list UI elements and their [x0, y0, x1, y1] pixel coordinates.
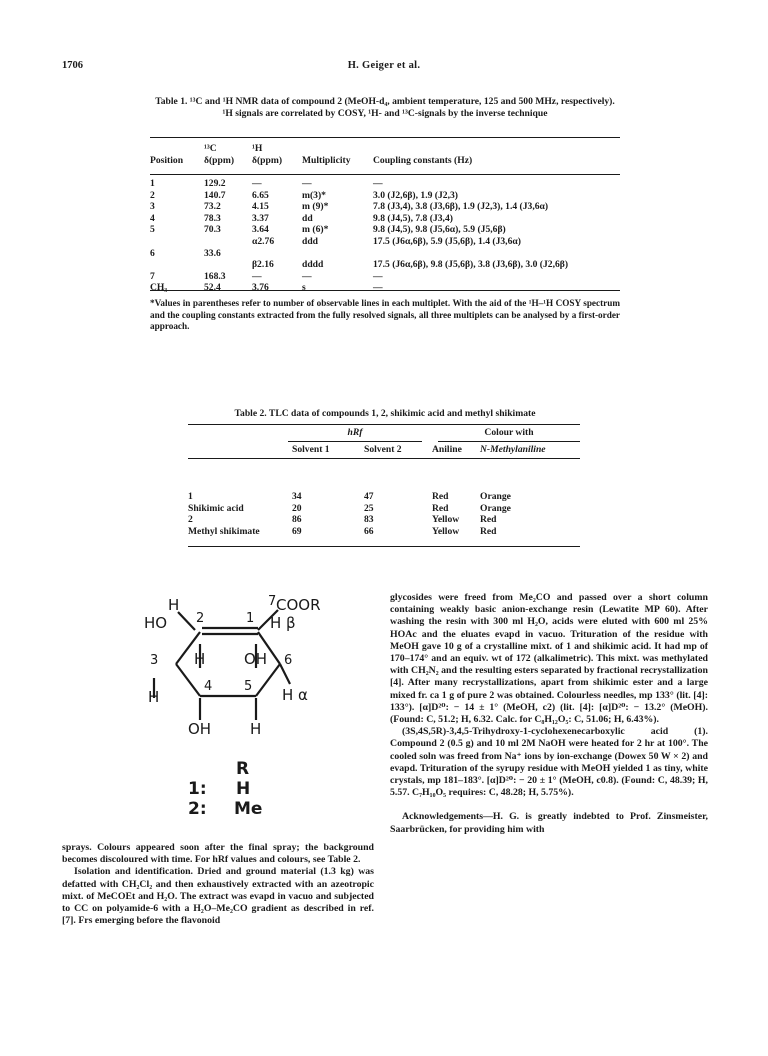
table1-cell: 7.8 (J3,4), 3.8 (J3,6β), 1.9 (J2,3), 1.4 (J3,6α): [373, 201, 549, 213]
table1-cell: 33.6: [204, 247, 221, 259]
table1-row: [150, 236, 620, 248]
right-column: [390, 592, 708, 836]
table1-cell: 78.3: [204, 212, 221, 224]
table1-cell: [150, 236, 204, 248]
label-c2: 2:: [188, 799, 207, 819]
table1-row: [150, 213, 620, 225]
table1-row: [150, 282, 620, 294]
table2-cell: 20: [292, 502, 302, 514]
shikimate-structure: [140, 592, 380, 832]
table1-cell: m (9)*: [302, 201, 329, 213]
table1-cell: [204, 259, 252, 271]
label-r-head: R: [236, 759, 250, 779]
table1-footnote: *Values in parentheses refer to number of observable lines in each multiplet. With the aid of the ¹H–¹H COSY spectrum and the coupling constants extracted from the fully resolved signals, all three multiplets can be analysed by a first-order approach.: [150, 298, 620, 331]
table1-cell: 17.5 (J6α,6β), 9.8 (J5,6β), 3.8 (J3,6β), 3.0 (J2,6β): [373, 259, 569, 271]
label-n2: 2: [196, 611, 205, 626]
table1-head-cell: δ(ppm): [252, 154, 283, 166]
table2-cell: Red: [432, 502, 449, 514]
table2-row: [188, 491, 580, 503]
table1-cell: 52.4: [204, 282, 221, 294]
table1-caption: Table 1. ¹³C and ¹H NMR data of compound 2 (MeOH-d₄, ambient temperature, 125 and 500 MHz, respectively). ¹H signals are correlated by COSY, ¹H- and ¹³C-signals by the inverse technique: [155, 96, 615, 119]
table2-cell: Orange: [480, 491, 511, 502]
label-ho: HO: [144, 614, 168, 632]
table1-head-top-cell: ¹H: [252, 143, 263, 154]
table1-cell: [252, 248, 302, 260]
table1-cell: 3.37: [252, 212, 269, 224]
table1-cell: 4: [150, 212, 155, 224]
table1-cell: [204, 236, 252, 248]
table1-head-top-cell: [150, 143, 204, 155]
table2-group-hrf: hRf: [347, 427, 363, 438]
table2-head-cell: N-Methylaniline: [480, 444, 546, 455]
label-h-alpha: H α: [282, 686, 308, 704]
table2-cell: 86: [292, 514, 302, 526]
table2-cell: 2: [188, 514, 193, 526]
table1-cell: [373, 248, 620, 260]
left-column: [62, 842, 374, 927]
table2-head-cell: Solvent 1: [292, 444, 330, 455]
table2-cell: 83: [364, 514, 374, 526]
table1-cell: 6: [150, 247, 155, 259]
label-h5: H: [250, 720, 262, 738]
table2-cell: Orange: [480, 502, 511, 514]
label-n3: 3: [150, 653, 159, 668]
right-paragraph: Acknowledgements—H. G. is greatly indebted to Prof. Zinsmeister, Saarbrücken, for providing him with: [390, 811, 708, 835]
table1-head-cell: δ(ppm): [204, 154, 235, 166]
running-title: H. Geiger et al.: [347, 60, 421, 71]
table2-cell: Red: [432, 491, 449, 502]
table1-cell: 1: [150, 178, 155, 189]
table1-cell: 9.8 (J4,5), 9.8 (J5,6α), 5.9 (J5,6β): [373, 224, 506, 236]
table2-head-cell: Solvent 2: [364, 444, 402, 455]
table1-row: [150, 224, 620, 236]
table2-body: [188, 491, 580, 537]
table1-row: [150, 201, 620, 213]
table1-cell: m(3)*: [302, 189, 326, 201]
table2-cell: Red: [480, 514, 497, 526]
table2-cell: Methyl shikimate: [188, 525, 260, 537]
table1-header: [150, 143, 620, 166]
table1-cell: ddd: [302, 235, 319, 247]
table2-cell: 34: [292, 491, 302, 502]
table1-cell: 70.3: [204, 224, 221, 236]
page-number: 1706: [62, 60, 83, 71]
table1-head-rule: [150, 174, 620, 175]
table1-cell: [302, 248, 373, 260]
label-n4: 4: [204, 679, 213, 694]
table1-cell: 7: [150, 270, 155, 282]
table1-cell: 168.3: [204, 270, 226, 282]
label-n6: 6: [284, 653, 293, 668]
table2-top-rule: [188, 424, 580, 425]
table2-caption: Table 2. TLC data of compounds 1, 2, shikimic acid and methyl shikimate: [234, 408, 536, 419]
table2-cell: Red: [480, 525, 497, 537]
table1-cell: α2.76: [252, 235, 275, 247]
table1-cell: CH₃: [150, 282, 168, 294]
table1-head-cell: Coupling constants (Hz): [373, 154, 473, 166]
label-n1: 1: [246, 611, 255, 626]
table2-row: [188, 526, 580, 538]
table1-cell: 129.2: [204, 178, 226, 189]
label-h-top: H: [168, 596, 180, 614]
table1-top-rule: [150, 137, 620, 138]
table2-head-cell: [188, 444, 292, 456]
table1-cell: —: [373, 282, 383, 294]
label-h-beta: H β: [270, 614, 296, 632]
left-paragraph: sprays. Colours appeared soon after the final spray; the background becomes discoloured with time. For hRf values and colours, see Table 2.: [62, 842, 374, 866]
table1-cell: 140.7: [204, 189, 226, 201]
table1-row: [150, 259, 620, 271]
table1-cell: β2.16: [252, 259, 274, 271]
table1-cell: [150, 259, 204, 271]
label-oh4: OH: [188, 720, 212, 738]
table1-head-row: [150, 155, 620, 167]
table1-cell: —: [373, 270, 383, 282]
table2-cell: 47: [364, 491, 374, 502]
table1-cell: dd: [302, 212, 313, 224]
table1-cell: —: [373, 178, 383, 189]
table1-cell: 4.15: [252, 201, 269, 213]
table2-bottom-rule: [188, 546, 580, 547]
table1-cell: 5: [150, 224, 155, 236]
table1-cell: s: [302, 282, 306, 294]
table1-head-top-cell: ¹³C: [204, 143, 217, 154]
table2-head-row: [188, 444, 580, 456]
table1-cell: 3.76: [252, 282, 269, 294]
table1-cell: 2: [150, 189, 155, 201]
table1-cell: —: [252, 270, 262, 282]
label-c1: 1:: [188, 779, 207, 799]
label-h3: H: [194, 650, 206, 668]
table1-row: [150, 248, 620, 260]
table2-row: [188, 503, 580, 515]
table1-row: [150, 271, 620, 283]
table1-row: [150, 178, 620, 190]
table2-cell: 25: [364, 502, 374, 514]
table2-cell: 1: [188, 491, 193, 502]
table1-row: [150, 190, 620, 202]
bond-c3-c4: [176, 664, 200, 696]
label-c1-r: H: [236, 779, 251, 799]
table2-cell: Yellow: [432, 514, 460, 526]
table1-cell: dddd: [302, 259, 324, 271]
table2-cell: Shikimic acid: [188, 502, 244, 514]
table1-cell: 9.8 (J4,5), 7.8 (J3,4): [373, 212, 453, 224]
table1-cell: —: [252, 178, 262, 189]
table1-cell: 6.65: [252, 189, 269, 201]
table1-cell: 3.64: [252, 224, 269, 236]
table2-group-colour: Colour with: [484, 427, 534, 438]
table1-head-top-row: [150, 143, 620, 155]
left-paragraph: Isolation and identification. Dried and ground material (1.3 kg) was defatted with CH₂Cl₂ and then exhaustively extracted with an azeotropic mixt. of MeCOEt and H₂O. The extract was evapd in vacuo and subjected to CC on polyamide-6 with a H₂O–Me₂CO gradient as described in ref. [7]. Frs emerging before the flavonoid: [62, 866, 374, 927]
table2-head-rule: [188, 458, 580, 459]
table1-cell: —: [302, 178, 312, 189]
label-n5: 5: [244, 679, 253, 694]
table2-cell: 69: [292, 525, 302, 537]
label-oh5: OH: [244, 650, 268, 668]
table1-head-top-cell: [302, 143, 373, 155]
table1-head-top-cell: [373, 143, 620, 155]
table2-row: [188, 514, 580, 526]
table2-header: [188, 444, 580, 456]
table1-cell: 17.5 (J6α,6β), 5.9 (J5,6β), 1.4 (J3,6α): [373, 235, 521, 247]
table2-cell: 66: [364, 525, 374, 537]
table1-cell: 3.0 (J2,6β), 1.9 (J2,3): [373, 189, 458, 201]
table2-cell: Yellow: [432, 525, 460, 537]
label-h-low: H: [148, 688, 160, 706]
bond-c5-c6: [256, 664, 280, 696]
table2-head-cell: Aniline: [432, 444, 462, 455]
table1-head-cell: Position: [150, 154, 184, 166]
right-paragraph: glycosides were freed from Me₂CO and passed over a short column containing weakly basic anion-exchange resin (Lewatite MP 60). After washing the resin with 300 ml H₂O, acids were eluted with 600 ml 25% HOAc and the eluates evapd in vacuo. Trituration of the residue with MeOH gave 10 g of a crystalline mixt. of 1 and shikimic acid. It had mp of 170–174° and an equiv. wt of 172 (alkalimetric). This mixt. was methylated with CH₂N₂ and the resulting esters separated by fractional recrystallization [4]. After many recrystallizations, apart from shikimic ester and a large mixed fr. ca 1 g of pure 2 was obtained. Colourless needles, mp 133° (lit. [4]: 133°). [α]D²⁰: − 14 ± 1° (MeOH, c2) (lit. [4]: [α]D²⁰: − 13.2° (MeOH). (Found: C, 51.2; H, 6.32. Calc. for C₈H₁₂O₅: C, 51.06; H, 6.43%).: [390, 592, 708, 726]
label-coor: COOR: [276, 596, 321, 614]
table1-cell: 3: [150, 201, 155, 213]
right-paragraph: (3S,4S,5R)-3,4,5-Trihydroxy-1-cyclohexenecarboxylic acid (1). Compound 2 (0.5 g) and 10 ml 2M NaOH were heated for 2 hr at 100°. The cooled soln was freed from Na⁺ ions by ion-exchange (Dowex 50 W × 2) and evapd. Trituration of the syrupy residue with MeOH yielded 1 as tiny, white crystals, mp 181–183°. [α]D²⁰: − 20 ± 1° (MeOH, c0.8). (Found: C, 48.39; H, 5.57. C₇H₁₀O₅ requires: C, 48.28; H, 5.75%).: [390, 726, 708, 799]
label-c2-r: Me: [234, 799, 263, 819]
table1-cell: 73.2: [204, 201, 221, 213]
table2-hrf-rule: [288, 441, 422, 442]
table1-body: [150, 178, 620, 294]
bond-h-c2: [178, 612, 195, 630]
table1-cell: m (6)*: [302, 224, 329, 236]
table1-cell: —: [302, 270, 312, 282]
table2-colour-rule: [438, 441, 580, 442]
table1-head-cell: Multiplicity: [302, 154, 351, 166]
label-n7: 7: [268, 594, 277, 609]
